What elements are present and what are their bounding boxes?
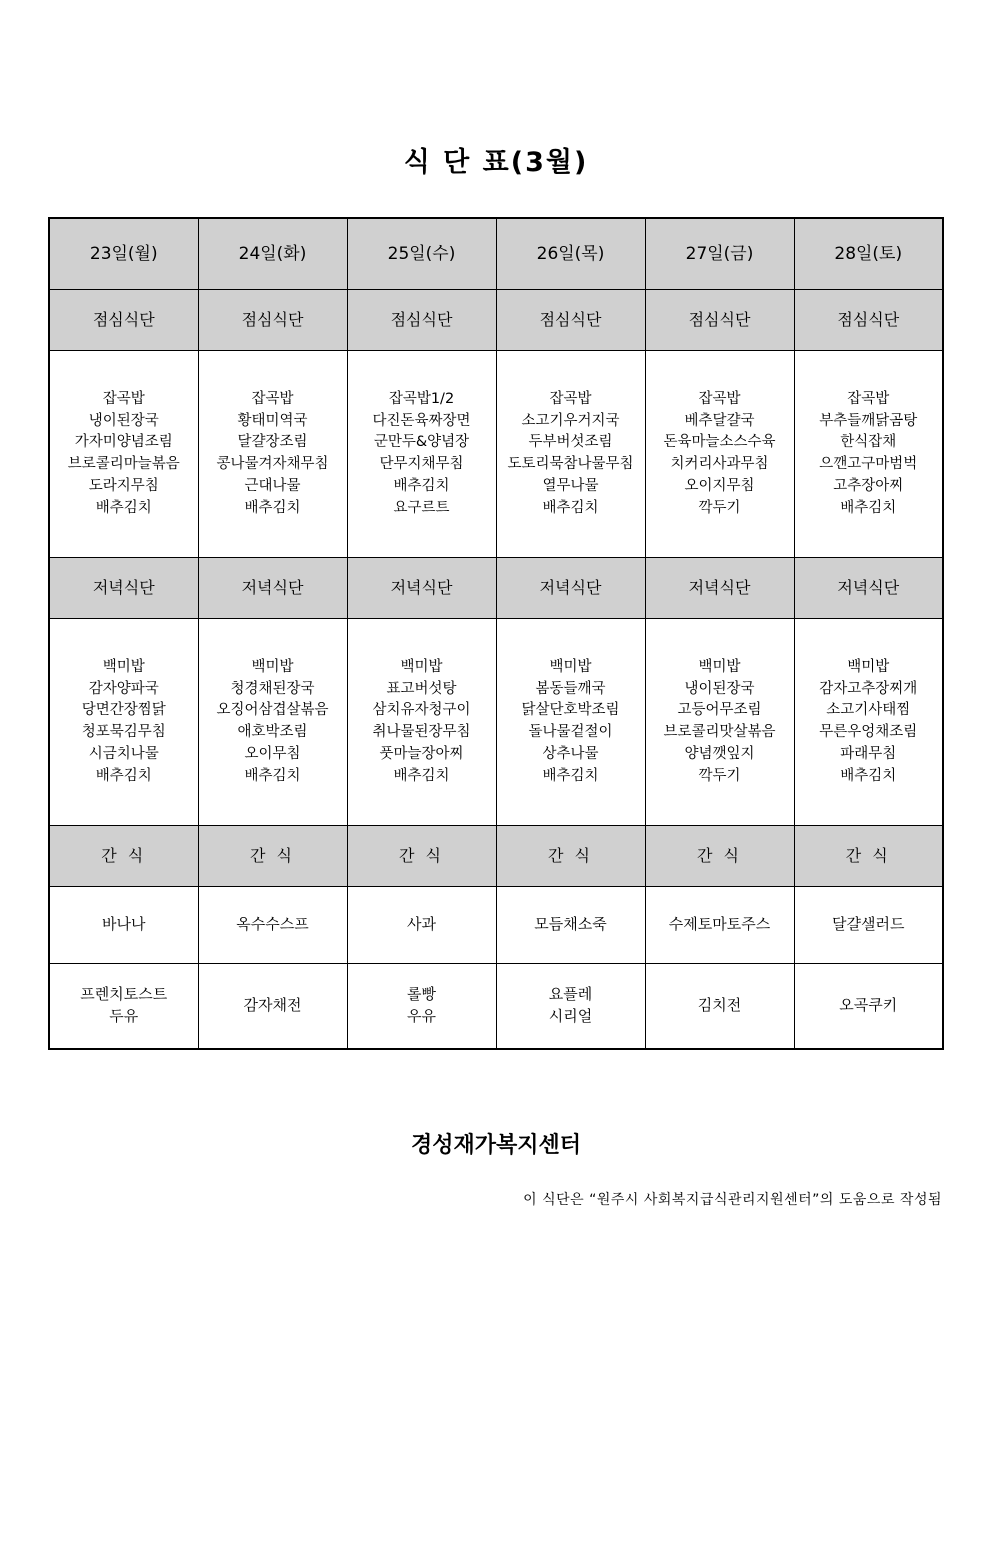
table-row-snack-first	[49, 887, 943, 964]
menu-item-line: 브로콜리맛살볶음	[663, 724, 776, 740]
menu-item-line: 요구르트	[393, 499, 450, 516]
page-title: 식 단 표(3월)	[403, 147, 589, 178]
menu-item-line: 백미밥	[549, 658, 592, 675]
menu-item-line: 김치전	[697, 996, 742, 1015]
menu-item-line: 롤빵	[407, 985, 436, 1004]
menu-item-line: 닭살단호박조림	[521, 702, 620, 719]
weekly-menu-table	[48, 217, 944, 1050]
section-label-dinner: 저녁식단	[794, 558, 943, 619]
menu-item-line: 한식잡채	[840, 434, 897, 451]
lunch-cell	[198, 351, 347, 558]
menu-item-line: 배추김치	[244, 499, 301, 516]
menu-item-line: 오이지무침	[684, 477, 755, 494]
menu-item-line: 청포묵김무침	[81, 724, 166, 740]
menu-item-line: 오곡쿠키	[839, 996, 898, 1015]
menu-item-line: 청경채된장국	[230, 680, 315, 697]
table-row-dinner-label	[49, 558, 943, 619]
menu-item-line: 애호박조림	[237, 724, 308, 740]
dinner-cell	[347, 619, 496, 826]
menu-item-line: 단무지채무침	[379, 456, 464, 472]
lunch-cell	[794, 351, 943, 558]
menu-item-line: 두부버섯조림	[528, 434, 613, 451]
menu-document-page	[0, 140, 992, 1543]
menu-item-line: 냉이된장국	[88, 412, 159, 429]
menu-item-line: 감자양파국	[88, 680, 159, 697]
menu-item-line: 베추달걀국	[684, 412, 755, 429]
section-label-lunch: 점심식단	[49, 290, 198, 351]
menu-item-line: 군만두&양념장	[373, 434, 470, 451]
lunch-cell	[496, 351, 645, 558]
section-label-snack: 간 식	[347, 826, 496, 887]
lunch-cell	[645, 351, 794, 558]
menu-item-line: 배추김치	[95, 499, 152, 516]
menu-item-line: 잡곡밥	[698, 390, 741, 407]
center-name: 경성재가복지센터	[410, 1133, 582, 1158]
menu-item-line: 배추김치	[393, 477, 450, 494]
menu-item-line: 열무나물	[542, 477, 599, 494]
snack-cell	[794, 964, 943, 1050]
menu-item-line: 요플레	[548, 985, 593, 1004]
menu-item-line: 달걀장조림	[237, 434, 308, 451]
section-label-snack: 간 식	[49, 826, 198, 887]
menu-item-line: 고추장아찌	[833, 477, 904, 494]
menu-item-line: 두유	[109, 1007, 139, 1025]
menu-item-line: 감자고추장찌개	[819, 680, 918, 697]
menu-item-line: 프렌치토스트	[80, 985, 168, 1004]
menu-item-line: 배추김치	[244, 767, 301, 784]
menu-item-line: 배추김치	[542, 499, 599, 516]
menu-item-line: 감자채전	[243, 996, 302, 1015]
menu-item-line: 잡곡밥	[102, 390, 145, 407]
section-label-snack: 간 식	[794, 826, 943, 887]
section-label-lunch: 점심식단	[496, 290, 645, 351]
menu-item-line: 소고기사태찜	[826, 702, 911, 719]
day-header-cell: 23일(월)	[49, 218, 198, 290]
footnote-text: 이 식단은 “원주시 사회복지급식관리지원센터”의 도움으로 작성됨	[523, 1192, 942, 1208]
day-header-cell: 27일(금)	[645, 218, 794, 290]
menu-item-line: 백미밥	[400, 658, 443, 675]
menu-item-line: 고등어무조림	[677, 702, 762, 719]
menu-item-line: 백미밥	[251, 658, 294, 675]
menu-item-line: 배추김치	[542, 767, 599, 784]
menu-table-wrapper	[48, 217, 944, 1050]
menu-item-line: 양념깻잎지	[684, 745, 755, 762]
table-row-dinner-items	[49, 619, 943, 826]
section-label-lunch: 점심식단	[645, 290, 794, 351]
menu-item-line: 돈육마늘소스수육	[663, 434, 776, 451]
menu-item-line: 취나물된장무침	[372, 724, 471, 740]
day-header-cell: 26일(목)	[496, 218, 645, 290]
snack-cell: 수제토마토주스	[645, 887, 794, 964]
section-label-dinner: 저녁식단	[49, 558, 198, 619]
section-label-lunch: 점심식단	[198, 290, 347, 351]
section-label-snack: 간 식	[645, 826, 794, 887]
section-label-snack: 간 식	[198, 826, 347, 887]
menu-item-line: 치커리사과무침	[670, 456, 769, 472]
menu-item-line: 파래무침	[840, 745, 897, 762]
menu-item-line: 부추들깨닭곰탕	[819, 412, 918, 429]
menu-item-line: 배추김치	[840, 499, 897, 516]
menu-item-line: 배추김치	[393, 767, 450, 784]
snack-cell: 바나나	[49, 887, 198, 964]
section-label-dinner: 저녁식단	[496, 558, 645, 619]
menu-item-line: 깍두기	[698, 767, 741, 784]
table-row-lunch-items	[49, 351, 943, 558]
snack-cell: 사과	[347, 887, 496, 964]
menu-item-line: 배추김치	[840, 767, 897, 784]
menu-item-line: 브로콜리마늘볶음	[67, 456, 180, 472]
menu-item-line: 잡곡밥1/2	[388, 390, 455, 407]
dinner-cell	[645, 619, 794, 826]
dinner-cell	[49, 619, 198, 826]
menu-item-line: 황태미역국	[237, 412, 308, 429]
table-row-snack-label	[49, 826, 943, 887]
snack-cell	[49, 964, 198, 1050]
dinner-cell	[198, 619, 347, 826]
menu-item-line: 시리얼	[548, 1007, 593, 1025]
menu-item-line: 가자미양념조림	[74, 434, 173, 451]
table-row-snack-second	[49, 964, 943, 1050]
dinner-cell	[794, 619, 943, 826]
menu-item-line: 잡곡밥	[549, 390, 592, 407]
snack-cell	[496, 964, 645, 1050]
day-header-cell: 24일(화)	[198, 218, 347, 290]
snack-cell: 달걀샐러드	[794, 887, 943, 964]
menu-item-line: 콩나물겨자채무침	[216, 456, 329, 472]
snack-cell: 옥수수스프	[198, 887, 347, 964]
section-label-dinner: 저녁식단	[347, 558, 496, 619]
menu-item-line: 봄동들깨국	[535, 680, 606, 697]
menu-item-line: 근대나물	[244, 477, 301, 494]
menu-item-line: 소고기우거지국	[521, 412, 620, 429]
menu-item-line: 깍두기	[698, 499, 741, 516]
menu-item-line: 시금치나물	[88, 745, 159, 762]
menu-item-line: 다진돈육짜장면	[372, 412, 471, 429]
section-label-dinner: 저녁식단	[198, 558, 347, 619]
lunch-cell	[347, 351, 496, 558]
menu-item-line: 도토리묵참나물무침	[507, 456, 634, 472]
menu-item-line: 냉이된장국	[684, 680, 755, 697]
snack-cell: 모듬채소죽	[496, 887, 645, 964]
menu-item-line: 백미밥	[698, 658, 741, 675]
menu-item-line: 표고버섯탕	[386, 680, 457, 697]
menu-item-line: 잡곡밥	[251, 390, 294, 407]
snack-cell	[347, 964, 496, 1050]
menu-item-line: 무른우엉채조림	[819, 724, 918, 740]
day-header-cell: 28일(토)	[794, 218, 943, 290]
menu-item-line: 백미밥	[102, 658, 145, 675]
menu-item-line: 상추나물	[542, 745, 599, 762]
menu-item-line: 당면간장찜닭	[81, 702, 166, 719]
section-label-lunch: 점심식단	[794, 290, 943, 351]
section-label-dinner: 저녁식단	[645, 558, 794, 619]
menu-item-line: 삼치유자청구이	[372, 702, 471, 719]
menu-item-line: 배추김치	[95, 767, 152, 784]
snack-cell	[198, 964, 347, 1050]
menu-item-line: 도라지무침	[88, 477, 159, 494]
day-header-cell: 25일(수)	[347, 218, 496, 290]
section-label-lunch: 점심식단	[347, 290, 496, 351]
dinner-cell	[496, 619, 645, 826]
menu-item-line: 백미밥	[847, 658, 890, 675]
menu-item-line: 으깬고구마범벅	[819, 456, 918, 472]
menu-item-line: 오이무침	[244, 745, 301, 762]
table-row-lunch-label	[49, 290, 943, 351]
menu-item-line: 우유	[407, 1007, 436, 1025]
menu-item-line: 돌나물겉절이	[528, 724, 613, 740]
menu-item-line: 오징어삼겹살볶음	[216, 702, 329, 719]
section-label-snack: 간 식	[496, 826, 645, 887]
menu-item-line: 잡곡밥	[847, 390, 890, 407]
lunch-cell	[49, 351, 198, 558]
menu-item-line: 풋마늘장아찌	[379, 745, 464, 762]
snack-cell	[645, 964, 794, 1050]
table-row-day-headers	[49, 218, 943, 290]
